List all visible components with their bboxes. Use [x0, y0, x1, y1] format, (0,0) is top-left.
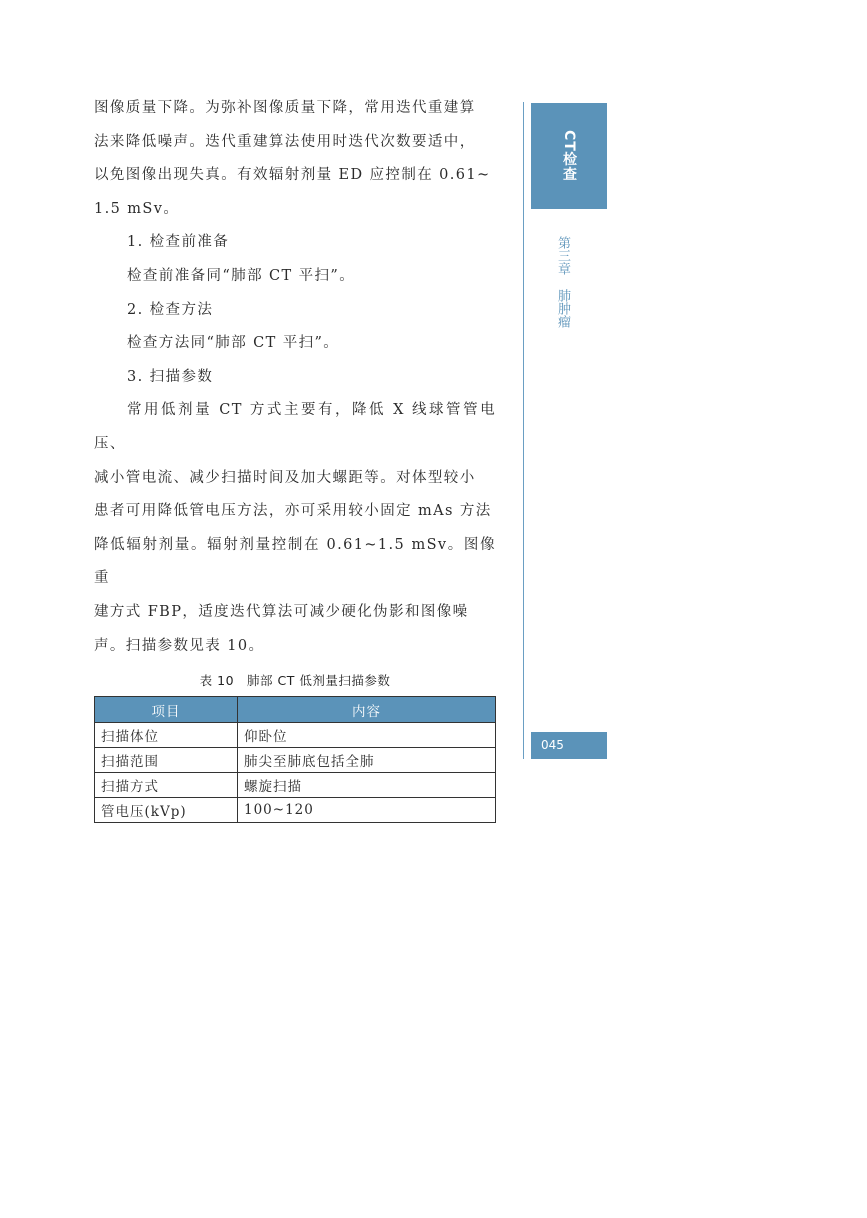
table-header-row: [95, 697, 496, 723]
section-heading-1: 1. 检查前准备: [127, 234, 230, 251]
intro-paragraph: [94, 92, 496, 226]
section-tab: CT检查: [531, 103, 607, 209]
chapter-topic: 肺肿瘤: [555, 289, 570, 328]
section-text-2: 检查方法同“肺部 CT 平扫”。: [127, 335, 340, 352]
text-line: 建方式 FBP，适度迭代算法可减少硬化伪影和图像噪: [94, 603, 469, 620]
text-line: 患者可用降低管电压方法，亦可采用较小固定 mAs 方法: [94, 503, 492, 520]
section-heading-3: 3. 扫描参数: [127, 368, 214, 385]
text-line: 以免图像出现失真。有效辐射剂量 ED 应控制在 0.61~: [94, 167, 491, 184]
table-cell: 扫描范围: [95, 748, 238, 773]
page-number: 045: [531, 732, 607, 759]
table-caption: 表 10 肺部 CT 低剂量扫描参数: [199, 673, 391, 689]
section-text-1: 检查前准备同“肺部 CT 平扫”。: [127, 267, 356, 284]
page-body: [94, 92, 496, 823]
sidebar-divider: [523, 102, 524, 759]
text-line: 声。扫描参数见表 10。: [94, 637, 265, 654]
scan-paragraph: [94, 394, 496, 663]
table-row: [95, 723, 496, 748]
chapter-label: [553, 236, 572, 328]
text-line: 常用低剂量 CT 方式主要有，降低 X 线球管管电压、: [94, 402, 496, 452]
table-header-content: 内容: [238, 697, 496, 723]
chapter-number: 第三章: [555, 236, 570, 275]
table-cell: 扫描方式: [95, 773, 238, 798]
table-cell: 管电压(kVp): [95, 798, 238, 823]
table-row: [95, 773, 496, 798]
text-line: 图像质量下降。为弥补图像质量下降，常用迭代重建算: [94, 100, 476, 116]
text-line: 法来降低噪声。迭代重建算法使用时迭代次数要适中，: [94, 133, 476, 150]
table-cell: 100~120: [238, 798, 496, 823]
table-cell: 扫描体位: [95, 723, 238, 748]
table-cell: 肺尖至肺底包括全肺: [238, 748, 496, 773]
text-line: 减小管电流、减少扫描时间及加大螺距等。对体型较小: [94, 469, 476, 486]
scan-parameters-table: [94, 696, 496, 823]
text-line: 降低辐射剂量。辐射剂量控制在 0.61~1.5 mSv。图像重: [94, 536, 496, 587]
table-row: [95, 798, 496, 823]
table-cell: 仰卧位: [238, 723, 496, 748]
section-heading-2: 2. 检查方法: [127, 301, 214, 318]
text-line: 1.5 mSv。: [94, 200, 180, 217]
table-row: [95, 748, 496, 773]
table-cell: 螺旋扫描: [238, 773, 496, 798]
table-header-item: 项目: [95, 697, 238, 723]
